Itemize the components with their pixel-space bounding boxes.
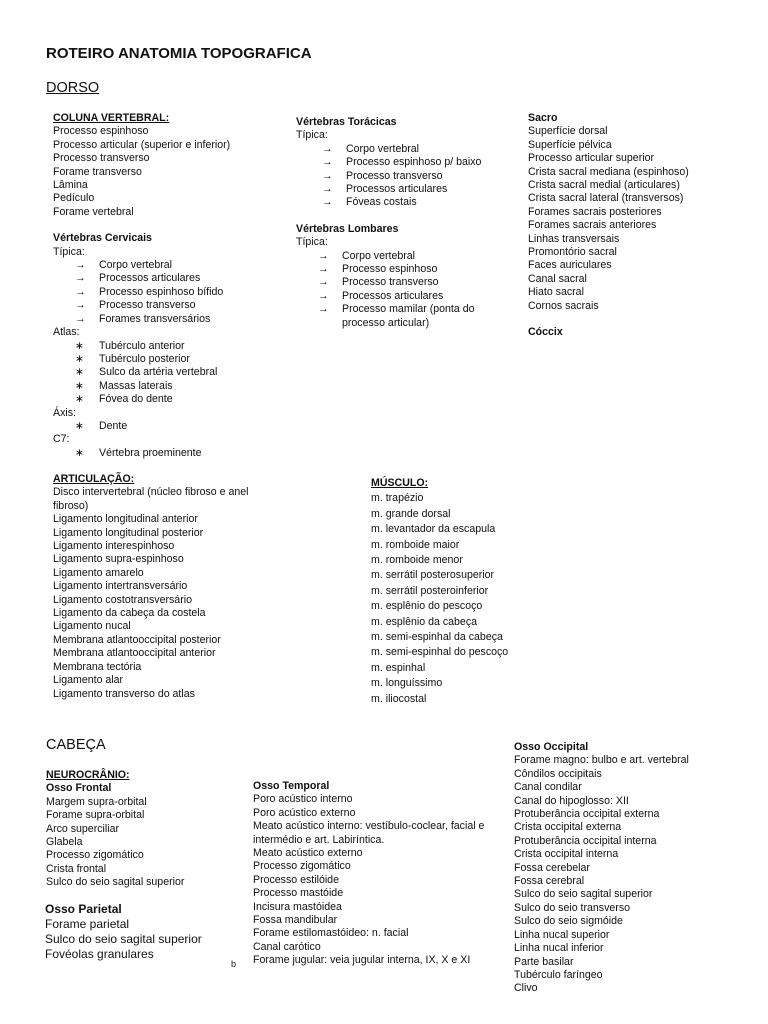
- articulacao-item: Ligamento longitudinal anterior: [53, 513, 198, 526]
- articulacao-item: Ligamento nucal: [53, 620, 131, 633]
- temporal-item: Forame jugular: veia jugular interna, IX, X e XI: [253, 954, 471, 967]
- musculo-item: m. romboide maior: [371, 538, 460, 551]
- temporal-item: Canal carótico: [253, 940, 321, 953]
- sacro-item: Hiato sacral: [528, 286, 584, 299]
- star-bullet-icon: ∗: [75, 366, 84, 379]
- occipital-item: Tubérculo faríngeo: [514, 968, 603, 981]
- occipital-item: Canal do hipoglosso: XII: [514, 794, 629, 807]
- arrow-icon: →: [75, 272, 86, 285]
- sacro-item: Faces auriculares: [528, 259, 612, 272]
- toracicas-item: → Processos articulares: [322, 183, 448, 196]
- articulacao-item: Ligamento costotransversário: [53, 593, 192, 606]
- coluna-item: Processo articular (superior e inferior): [53, 138, 231, 151]
- arrow-icon: →: [322, 183, 333, 196]
- articulacao-item: Ligamento transverso do atlas: [53, 687, 195, 700]
- coluna-item: Pedículo: [53, 192, 95, 205]
- arrow-icon: →: [318, 249, 329, 262]
- occipital-item: Protuberância occipital interna: [514, 834, 657, 847]
- atlas-item: ∗ Fóvea do dente: [75, 393, 173, 406]
- sacro-item: Canal sacral: [528, 272, 587, 285]
- frontal-item: Arco superciliar: [46, 822, 120, 835]
- temporal-item: Processo estilóide: [253, 873, 339, 886]
- sacro-block: [528, 112, 689, 340]
- parietal-item: Sulco do seio sagital superior: [45, 932, 202, 946]
- temporal-item: Incisura mastóidea: [253, 900, 342, 913]
- cervicais-tipica-item: → Processo transverso: [75, 299, 196, 312]
- articulacao-item: Ligamento amarelo: [53, 566, 144, 579]
- toracicas-item: → Fóveas costais: [322, 196, 417, 209]
- lombares-heading: Vértebras Lombares: [296, 222, 399, 235]
- temporal-block: [253, 780, 484, 968]
- sacro-item: Forames sacrais posteriores: [528, 205, 662, 218]
- frontal-item: Forame supra-orbital: [46, 809, 145, 822]
- articulacao-heading: ARTICULAÇÃO:: [53, 473, 135, 485]
- musculo-item: m. serrátil posterosuperior: [371, 569, 495, 582]
- atlas-item: ∗ Tubérculo posterior: [75, 352, 190, 365]
- arrow-icon: →: [75, 312, 86, 325]
- temporal-item: Poro acústico interno: [253, 793, 353, 806]
- articulacao-item: Ligamento intertransversário: [53, 580, 188, 593]
- toracicas-item: → Processo espinhoso p/ baixo: [322, 156, 482, 169]
- parietal-heading: Osso Parietal: [45, 902, 122, 916]
- temporal-item-continuation: intermédio e art. Labiríntica.: [253, 833, 385, 846]
- temporal-heading: Osso Temporal: [253, 780, 330, 792]
- musculo-item: m. semi-espinhal da cabeça: [371, 631, 503, 644]
- lombares-item: → Processos articulares: [318, 289, 444, 302]
- atlas-item: ∗ Tubérculo anterior: [75, 339, 185, 352]
- occipital-item: Forame magno: bulbo e art. vertebral: [514, 754, 689, 767]
- musculo-item: m. grande dorsal: [371, 507, 451, 520]
- musculo-block: [371, 476, 508, 707]
- star-bullet-icon: ∗: [75, 419, 84, 432]
- occipital-heading: Osso Occipital: [514, 741, 589, 753]
- occipital-item: Sulco do seio sagital superior: [514, 888, 653, 901]
- atlas-item: ∗ Massas laterais: [75, 379, 173, 392]
- temporal-item: Processo zigomático: [253, 860, 351, 873]
- temporal-item: Forame estilomastóideo: n. facial: [253, 927, 409, 940]
- toracicas-item: → Processo transverso: [322, 169, 443, 182]
- articulacao-item: Membrana tectória: [53, 660, 142, 673]
- star-bullet-icon: ∗: [75, 446, 84, 459]
- articulacao-item: Ligamento alar: [53, 674, 124, 687]
- document-title: ROTEIRO ANATOMIA TOPOGRAFICA: [46, 45, 312, 62]
- sacro-item: Forames sacrais anteriores: [528, 219, 657, 232]
- cervicais-tipica-item: → Corpo vertebral: [75, 259, 173, 272]
- sacro-item: Promontório sacral: [528, 246, 617, 259]
- temporal-item: Fossa mandibular: [253, 914, 338, 927]
- lombares-tipica-label: Típica:: [296, 236, 328, 249]
- musculo-item: m. esplênio da cabeça: [371, 615, 478, 628]
- musculo-item: m. romboide menor: [371, 554, 463, 567]
- section-cabeca: CABEÇA: [46, 737, 106, 753]
- arrow-icon: →: [318, 276, 329, 289]
- parietal-item: Forame parietal: [45, 917, 130, 931]
- articulacao-item: Ligamento da cabeça da costela: [53, 607, 206, 620]
- occipital-item: Crista occipital interna: [514, 848, 619, 861]
- temporal-item: Poro acústico externo: [253, 806, 356, 819]
- musculo-item: m. longuíssimo: [371, 677, 443, 690]
- occipital-item: Sulco do seio sigmóide: [514, 915, 623, 928]
- cervicais-tipica-label: Típica:: [53, 245, 85, 258]
- coluna-block: [53, 112, 230, 460]
- sacro-item: Crista sacral mediana (espinhoso): [528, 165, 689, 178]
- coluna-item: Forame transverso: [53, 165, 142, 178]
- arrow-icon: →: [318, 289, 329, 302]
- cervicais-tipica-item: → Processo espinhoso bífido: [75, 285, 224, 298]
- coluna-item: Forame vertebral: [53, 205, 134, 218]
- axis-label: Áxis:: [53, 406, 76, 419]
- musculo-item: m. espinhal: [371, 661, 426, 674]
- arrow-icon: →: [322, 142, 333, 155]
- coluna-item: Lâmina: [53, 179, 88, 192]
- frontal-item: Glabela: [46, 836, 83, 849]
- occipital-item: Linha nucal superior: [514, 928, 610, 941]
- occipital-item: Côndilos occipitais: [514, 767, 602, 780]
- frontal-item: Margem supra-orbital: [46, 795, 147, 808]
- arrow-icon: →: [75, 259, 86, 272]
- musculo-heading: MÚSCULO:: [371, 477, 429, 489]
- parietal-block: [45, 902, 202, 962]
- lombares-item: → Processo espinhoso: [318, 263, 438, 276]
- occipital-item: Sulco do seio transverso: [514, 901, 631, 914]
- star-bullet-icon: ∗: [75, 379, 84, 392]
- temporal-item: Meato acústico externo: [253, 847, 363, 860]
- articulacao-item: Membrana atlantooccipital posterior: [53, 633, 221, 646]
- cervicais-tipica-item: → Processos articulares: [75, 272, 201, 285]
- musculo-item: m. semi-espinhal do pescoço: [371, 646, 509, 659]
- arrow-icon: →: [322, 156, 333, 169]
- lombares-item-continuation: processo articular): [342, 316, 430, 329]
- coluna-item: Processo espinhoso: [53, 125, 149, 138]
- cervicais-heading: Vértebras Cervicais: [53, 232, 152, 245]
- musculo-item: m. esplênio do pescoço: [371, 600, 483, 613]
- coccix-heading: Cóccix: [528, 326, 563, 339]
- articulacao-item: Ligamento interespinhoso: [53, 540, 175, 553]
- coluna-item: Processo transverso: [53, 152, 150, 165]
- sacro-heading: Sacro: [528, 112, 558, 124]
- axis-item: ∗ Dente: [75, 419, 128, 432]
- frontal-heading: Osso Frontal: [46, 782, 112, 795]
- occipital-item: Protuberância occipital externa: [514, 808, 660, 821]
- toracicas-tipica-label: Típica:: [296, 129, 328, 142]
- neurocranio-block: [46, 769, 184, 890]
- articulacao-item: Ligamento supra-espinhoso: [53, 553, 184, 566]
- sacro-item: Crista sacral medial (articulares): [528, 179, 680, 192]
- arrow-icon: →: [75, 285, 86, 298]
- arrow-icon: →: [322, 196, 333, 209]
- occipital-item: Fossa cerebral: [514, 875, 585, 888]
- arrow-icon: →: [318, 303, 329, 316]
- star-bullet-icon: ∗: [75, 393, 84, 406]
- occipital-item: Crista occipital externa: [514, 821, 622, 834]
- musculo-item: m. serrátil posteroinferior: [371, 584, 489, 597]
- cervicais-tipica-item: → Forames transversários: [75, 312, 211, 325]
- arrow-icon: →: [322, 169, 333, 182]
- frontal-item: Crista frontal: [46, 862, 107, 875]
- occipital-item: Linha nucal inferior: [514, 942, 604, 955]
- lombares-item: → Corpo vertebral: [318, 249, 416, 262]
- star-bullet-icon: ∗: [75, 352, 84, 365]
- sacro-item: Superfície pélvica: [528, 138, 612, 151]
- section-dorso: DORSO: [46, 80, 100, 96]
- atlas-label: Atlas:: [53, 326, 80, 339]
- temporal-item: Processo mastóide: [253, 887, 344, 900]
- sacro-item: Linhas transversais: [528, 232, 620, 245]
- neurocranio-heading: NEUROCRÂNIO:: [46, 769, 130, 781]
- frontal-item: Sulco do seio sagital superior: [46, 876, 185, 889]
- musculo-item: m. levantador da escapula: [371, 523, 496, 536]
- sacro-item: Cornos sacrais: [528, 299, 599, 312]
- articulacao-item: Disco intervertebral (núcleo fibroso e anel: [53, 486, 249, 499]
- star-bullet-icon: ∗: [75, 339, 84, 352]
- articulacao-item: Membrana atlantooccipital anterior: [53, 647, 216, 660]
- c7-label: C7:: [53, 433, 70, 446]
- sacro-item: Processo articular superior: [528, 152, 654, 165]
- sacro-item: Crista sacral lateral (transversos): [528, 192, 684, 205]
- coluna-heading: COLUNA VERTEBRAL:: [53, 112, 170, 124]
- arrow-icon: →: [318, 263, 329, 276]
- occipital-item: Clivo: [514, 982, 538, 995]
- occipital-item: Parte basilar: [514, 955, 574, 968]
- toracicas-block: [296, 116, 481, 330]
- toracicas-heading: Vértebras Torácicas: [296, 116, 397, 128]
- frontal-item: Processo zigomático: [46, 849, 144, 862]
- c7-item: ∗ Vértebra proeminente: [75, 446, 202, 459]
- occipital-block: [514, 741, 689, 996]
- parietal-item: Fovéolas granulares: [45, 947, 154, 961]
- lombares-item: → Processo transverso: [318, 276, 439, 289]
- sacro-item: Superfície dorsal: [528, 125, 608, 138]
- articulacao-item: Ligamento longitudinal posterior: [53, 526, 204, 539]
- lombares-item: → Processo mamilar (ponta do: [318, 303, 475, 316]
- musculo-item: m. trapézio: [371, 492, 424, 505]
- arrow-icon: →: [75, 299, 86, 312]
- temporal-item: Meato acústico interno: vestíbulo-coclear, facial e: [253, 820, 485, 833]
- atlas-item: ∗ Sulco da artéria vertebral: [75, 366, 218, 379]
- occipital-item: Canal condilar: [514, 781, 582, 794]
- page-mark: b: [231, 959, 237, 969]
- musculo-item: m. iliocostal: [371, 692, 427, 705]
- toracicas-item: → Corpo vertebral: [322, 142, 420, 155]
- articulacao-item-continuation: fibroso): [53, 499, 89, 512]
- articulacao-block: [53, 473, 249, 701]
- occipital-item: Fossa cerebelar: [514, 861, 590, 874]
